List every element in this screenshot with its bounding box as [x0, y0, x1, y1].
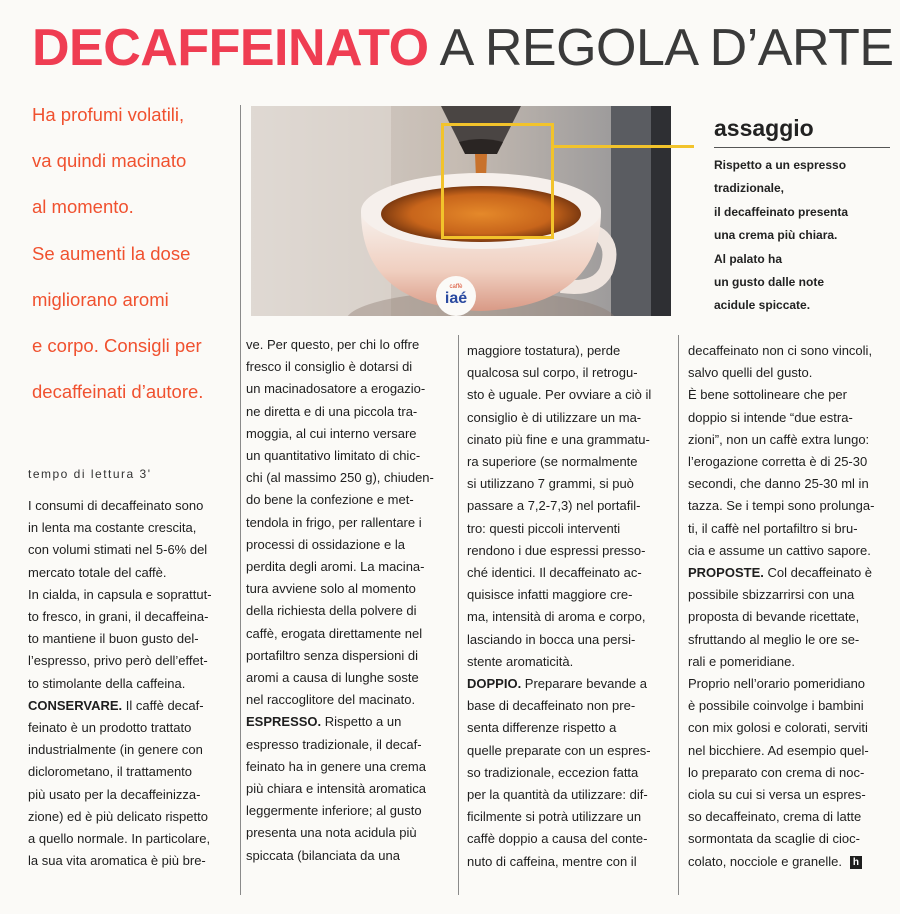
text-line: secondi, che danno 25-30 ml in — [688, 476, 869, 492]
text-line: portafiltro senza dispersioni di — [246, 647, 418, 663]
text-line: salvo quelli del gusto. — [688, 365, 813, 381]
text-line: in lenta ma costante crescita, — [28, 520, 197, 536]
text-line: cinato più fine e una grammatu- — [467, 431, 650, 447]
text-line: si utilizzano 7 grammi, si può — [467, 476, 634, 492]
intro-line: decaffeinati d’autore. — [32, 381, 204, 403]
text-line: processi di ossidazione e la — [246, 536, 405, 552]
text-line: ESPRESSO. Rispetto a un — [246, 714, 402, 730]
text-line: ti, il caffè nel portafiltro si bru- — [688, 520, 858, 536]
text-line: lasciando in bocca una persi- — [467, 631, 636, 647]
section-keyword: CONSERVARE. — [28, 697, 123, 713]
text-line: ché identici. Il decaffeinato ac- — [467, 565, 642, 581]
text-line: moggia, al cui interno versare — [246, 425, 417, 441]
text-line: possibile sbizzarrirsi con una — [688, 587, 855, 603]
column-divider — [240, 105, 241, 895]
text-line: Proprio nell’orario pomeridiano — [688, 676, 866, 692]
column-divider — [678, 335, 679, 895]
column-divider — [458, 335, 459, 895]
title-bold: DECAFFEINATO — [32, 19, 429, 77]
text-line: della richiesta della polvere di — [246, 603, 417, 619]
sidebar-rule — [714, 147, 890, 148]
sidebar-line: tradizionale, — [714, 181, 785, 196]
text-line: spiccata (bilanciata da una — [246, 847, 400, 863]
text-line: colato, nocciole e granelle. h — [688, 851, 888, 873]
text-line: la sua vita aromatica è più bre- — [28, 853, 206, 869]
sidebar-line: Al palato ha — [714, 251, 783, 266]
text-line: più usato per la decaffeinizza- — [28, 786, 201, 802]
text-line: industrialmente (in genere con — [28, 742, 203, 758]
text-line: con mix golosi e colorati, serviti — [688, 720, 868, 736]
text-line: ve. Per questo, per chi lo offre — [246, 337, 420, 352]
end-of-article-mark: h — [850, 856, 862, 869]
section-keyword: DOPPIO. — [467, 676, 522, 692]
section-keyword: ESPRESSO. — [246, 714, 322, 730]
intro-line: al momento. — [32, 196, 134, 218]
text-line: qualcosa sul corpo, il retrogu- — [467, 365, 638, 381]
intro-line: e corpo. Consigli per — [32, 335, 202, 357]
text-line: sto è uguale. Per ovviare a ciò il — [467, 387, 652, 403]
text-line: zioni”, non un caffè extra lungo: — [688, 431, 870, 447]
text-line: presenta una nota acidula più — [246, 825, 417, 841]
text-line: In cialda, in capsula e soprattut- — [28, 586, 212, 602]
text-line: ne diretta e di una piccola tra- — [246, 403, 418, 419]
text-line: nel bicchiere. Ad esempio quel- — [688, 742, 869, 758]
text-line: to fresco, in grani, il decaffeina- — [28, 609, 209, 625]
text-line: tro: questi piccoli interventi — [467, 520, 621, 536]
text-line: I consumi di decaffeinato sono — [28, 498, 204, 513]
text-line: passare a 7,2-7,3) nel portafil- — [467, 498, 641, 514]
text-line: l’erogazione corretta è di 25-30 — [688, 454, 868, 470]
text-line: proposta di bevande ricettate, — [688, 609, 860, 625]
sidebar-line: un gusto dalle note — [714, 275, 824, 290]
intro-line: va quindi macinato — [32, 150, 187, 172]
sidebar-title: assaggio — [714, 115, 814, 141]
text-line: doppio si intende “due estra- — [688, 409, 853, 425]
sidebar-line: Rispetto a un espresso — [714, 158, 847, 172]
text-line: mercato totale del caffè. — [28, 564, 167, 580]
text-line: rendono i due espressi presso- — [467, 542, 646, 558]
highlight-frame — [441, 123, 554, 239]
text-line: ciola su cui si versa un espres- — [688, 787, 866, 803]
text-line: più chiara e intensità aromatica — [246, 781, 426, 797]
highlight-connector — [554, 145, 694, 148]
text-line: perdita degli aromi. La macina- — [246, 559, 425, 575]
reading-time: tempo di lettura 3' — [28, 467, 152, 481]
text-line: rali e pomeridiane. — [688, 653, 795, 669]
intro-standfirst — [32, 92, 232, 415]
text-line: feinato ha in genere una crema — [246, 758, 426, 774]
text-line: stente aromaticità. — [467, 653, 574, 669]
text-line: do bene la confezione e met- — [246, 492, 414, 508]
title-rest: A REGOLA D’ARTE — [439, 19, 894, 77]
cup-logo-top: caffè — [449, 284, 463, 290]
text-line: senta differenze rispetto a — [467, 720, 617, 736]
text-line: con volumi stimati nel 5-6% del — [28, 542, 208, 558]
text-line: tura avviene solo al momento — [246, 581, 416, 597]
text-line: tazza. Se i tempi sono prolunga- — [688, 498, 875, 514]
text-line: un macinadosatore a erogazio- — [246, 381, 426, 397]
sidebar-line: una crema più chiara. — [714, 228, 838, 243]
text-line: feinato è un prodotto trattato — [28, 720, 192, 736]
text-line: ficilmente si potrà utilizzare un — [467, 809, 642, 825]
text-line: consiglio è di utilizzare un ma- — [467, 409, 642, 425]
text-line: cia e assume un cattivo sapore. — [688, 542, 871, 558]
text-line: ra superiore (se normalmente — [467, 454, 638, 470]
body-column-2 — [246, 334, 446, 867]
text-line: a quello normale. In particolare, — [28, 831, 211, 847]
text-line: espresso tradizionale, il decaf- — [246, 736, 422, 752]
section-keyword: PROPOSTE. — [688, 565, 764, 581]
text-line: chi (al massimo 250 g), chiuden- — [246, 470, 434, 486]
sidebar-line: il decaffeinato presenta — [714, 204, 849, 219]
text-line: so decaffeinato, crema di latte — [688, 809, 862, 825]
text-line: quisisce infatti maggiore cre- — [467, 587, 633, 603]
page-title — [32, 18, 894, 78]
text-line: È bene sottolineare che per — [688, 387, 847, 403]
text-line: per la quantità da utilizzare: dif- — [467, 787, 648, 803]
text-line: ma, intensità di aroma e corpo, — [467, 609, 646, 625]
intro-line: Ha profumi volatili, — [32, 104, 185, 125]
tasting-sidebar — [714, 113, 894, 318]
text-line: lo preparato con crema di noc- — [688, 764, 865, 780]
text-line: quelle preparate con un espres- — [467, 742, 651, 758]
text-line: nel raccoglitore del macinato. — [246, 692, 416, 708]
text-line: zione) ed è più delicato rispetto — [28, 808, 208, 824]
text-line: to stimolante della caffeina. — [28, 675, 186, 691]
text-line: diclorometano, il trattamento — [28, 764, 193, 780]
intro-line: migliorano aromi — [32, 288, 169, 310]
text-line: sormontata da scaglie di cioc- — [688, 831, 860, 847]
text-line: l’espresso, privo però dell’effet- — [28, 653, 208, 669]
sidebar-line: acidule spiccate. — [714, 298, 811, 313]
text-line: sfruttando al meglio le ore se- — [688, 631, 860, 647]
cup-logo: iaé — [444, 290, 468, 307]
text-line: CONSERVARE. Il caffè decaf- — [28, 697, 204, 713]
text-line: fresco il consiglio è dotarsi di — [246, 359, 413, 375]
text-line: decaffeinato non ci sono vincoli, — [688, 343, 873, 358]
text-line: to mantiene il buon gusto del- — [28, 631, 199, 647]
text-line: DOPPIO. Preparare bevande a — [467, 676, 647, 692]
text-line: caffè doppio a causa del conte- — [467, 831, 648, 847]
text-line: nuto di caffeina, mentre con il — [467, 853, 637, 869]
text-line: leggermente inferiore; al gusto — [246, 803, 422, 819]
text-line: è possibile coinvolge i bambini — [688, 698, 864, 714]
text-line: caffè, erogata direttamente nel — [246, 625, 423, 641]
body-column-4 — [688, 340, 888, 873]
text-line: maggiore tostatura), perde — [467, 343, 621, 358]
sidebar-text — [714, 154, 894, 318]
text-line: so tradizionale, eccezion fatta — [467, 764, 639, 780]
body-column-3 — [467, 340, 667, 873]
text-line: PROPOSTE. Col decaffeinato è — [688, 565, 873, 581]
intro-line: Se aumenti la dose — [32, 242, 191, 264]
text-line: un quantitativo limitato di chic- — [246, 448, 421, 464]
text-line: tendola in frigo, per rallentare i — [246, 514, 422, 530]
body-column-1 — [28, 495, 230, 872]
text-line: aromi a causa di lunghe soste — [246, 670, 419, 686]
text-line: base di decaffeinato non pre- — [467, 698, 636, 714]
